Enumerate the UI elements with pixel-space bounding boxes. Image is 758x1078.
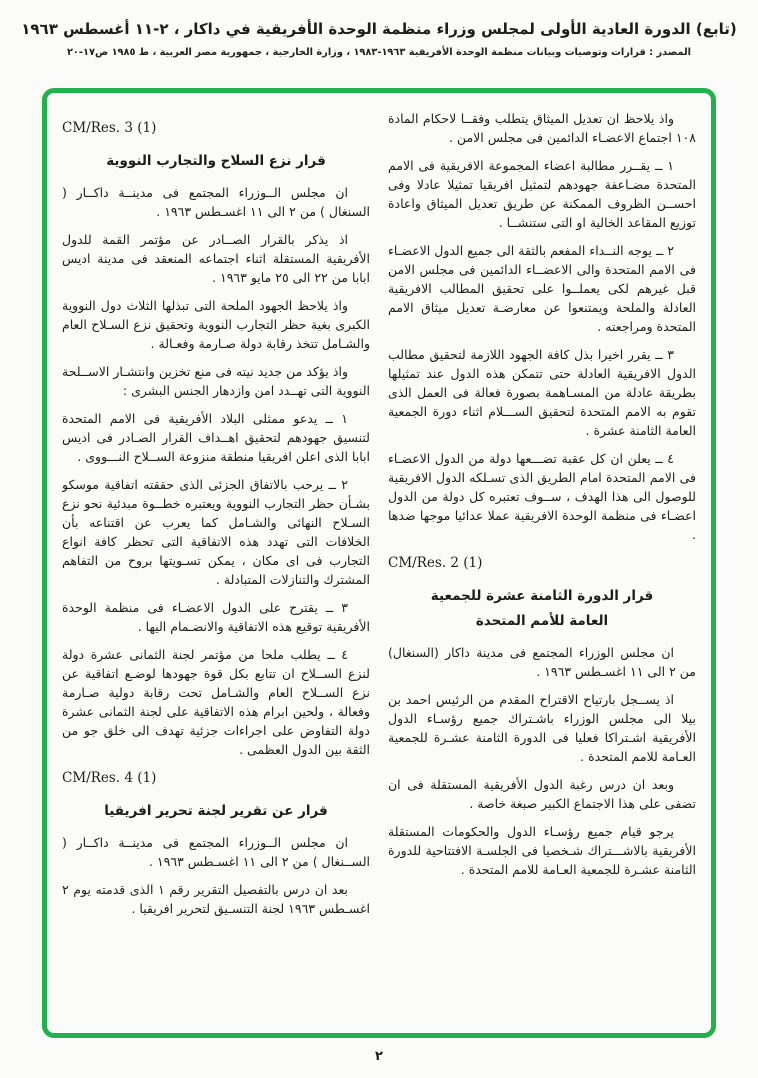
resolution-heading: قرار عن تقرير لجنة تحرير افريقيا [104,803,328,819]
resolution-code: CM/Res. 2 (1) [388,555,483,571]
body-paragraph: ٢ ــ يرحب بالاتفاق الجزئى الذى حققته اتفاقية موسكو بشـأن حظر التجارب النووية ويعتبره خطــوة مبدئية نحو نزع السـلاح النهائى والشـامل كما يعرب عن اقتناعه بأن الخلافات التى تهدد هذه الاتفاقية التى تحظر كافة انواع التجارب فى اى مكان ، يمكن تسـويتها بروح من التفاهم المشترك والتنازلات المتبادلة . [62,477,370,587]
resolution-code: CM/Res. 3 (1) [62,120,157,136]
body-paragraph: يرجو قيام جميع رؤسـاء الدول والحكومات المستقلة الأفريقية بالاشـــتراك شـخصيا فى الجلسـة الافتتاحية للدورة الثامنة عشـرة للجمعية العـامة للامم المتحدة . [388,824,696,877]
resolution-heading: قرار الدورة الثامنة عشرة للجمعية [430,588,654,604]
body-paragraph: اذ يذكر بالقرار الصــادر عن مؤتمر القمة للدول الأفريقية المستقلة اثناء اجتماعه المنعقد فى مدينة اديس ابابا من ٢٢ الى ٢٥ مايو ١٩٦٣ . [62,232,370,285]
green-content-frame [42,88,716,1038]
page-number: ٢ [375,1049,383,1064]
body-paragraph: ٤ ــ يطلب ملحا من مؤتمر لجنة الثمانى عشرة دولة لنزع الســلاح ان تتابع بكل قوة جهودها لوضـع اتفاقية عن نزع الســلاح العام والشـامل تحت رقابة دولية صـارمة وفعالة ، ولحين ابرام هذه الاتفاقية على لجنة الثمانى عشرة دولة التفاوض على اجراءات جزئية تهدف الى خلق جو من الثقة بين الدول العظمى . [62,647,370,757]
page-title: (تابع) الدورة العادية الأولى لمجلس وزراء منظمة الوحدة الأفريقية في داكار ، ٢-١١ أغسطس ١٩٦٣ [21,20,737,38]
body-paragraph: واذ يلاحظ الجهود الملحة التى تبذلها الثلاث دول النووية الكبرى بغية حظر التجارب النووية وتحقيق نزع السـلاح العام والشـامل تتخذ رقابة دولة صـارمة وفعـالة . [62,298,370,351]
resolution-heading: قرار نزع السلاح والتجارب النووية [106,153,326,169]
body-paragraph: ١ ــ يقــرر مطالبة اعضاء المجموعة الافريقية فى الامم المتحدة مضـاعفة جهودهم لتمثيل افريقيا تمثيلا عادلا وفى احســن الظروف الممكنة عن طريق تعديل الميثاق واعادة توزيع المقاعد الخالية او التى ستنشــا . [388,158,696,230]
body-paragraph: ان مجلس الــوزراء المجتمع فى مدينــة داكــار ( الســنغال ) من ٢ الى ١١ اغسـطس ١٩٦٣ . [62,835,370,869]
body-paragraph: بعد ان درس بالتفصيل التقرير رقم ١ الذى قدمته يوم ٢ اغسـطس ١٩٦٣ لجنة التنسـيق لتحرير افريقيا . [62,882,370,916]
body-paragraph: ٣ ــ يقرر اخيرا بذل كافة الجهود اللازمة لتحقيق مطالب الدول الافريقية العادلة حتى تتمكن هذه الدول عند تمثيلها بطريقة عادلة من المسـاهمة بصورة فعالة فى العمل الذى تقوم به الامم المتحدة لتحقيق الســـلام اثناء دورة الجمعية العامة الثامنة عشرة . [388,347,696,438]
body-paragraph: ٢ ــ يوجه النــداء المفعم بالثقة الى جميع الدول الاعضـاء فى الامم المتحدة والى الاعضــاء الدائمين فى مجلس الامن قبل غيرهم لكى يعملــوا على تحقيق المطالب الافريقية العادلة والملحة ويمتنعوا عن معارضـة تعديل ميثاق الامم المتحدة ومراجعته . [388,243,696,334]
body-paragraph: واذ يلاحظ ان تعديل الميثاق يتطلب وفقــا لاحكام المادة ١٠٨ اجتماع الاعضـاء الدائمين فى مجلس الامن . [388,111,696,145]
resolution-code: CM/Res. 4 (1) [62,770,157,786]
column-right [388,109,696,1023]
body-paragraph: واذ يؤكد من جديد نيته فى منع تخزين وانتشـار الاســلحة النووية التى تهــدد امن وازدهار الجنس البشرى : [62,364,370,398]
body-paragraph: ان مجلس الــوزراء المجتمع فى مدينــة داكــار ( السنغال ) من ٢ الى ١١ اغسـطس ١٩٦٣ . [62,185,370,219]
resolution-heading: العامة للأمم المتحدة [475,613,609,629]
document-header [0,0,758,58]
body-paragraph: ٤ ــ يعلن ان كل عقبة تضـــعها دولة من الدول الاعضـاء فى الامم المتحدة امام الطريق الذى تسـلكه الدول الافريقية للوصول الى هذا الهدف ، ســوف تعتبره كل دولة من الدول اعضـاء فى منظمة الوحدة الافريقية عملا عدائيا موجها ضدها . [388,451,696,542]
source-line: المصدر : قرارات وتوصيات وبيانات منظمة الوحدة الأفريقية ١٩٦٣-١٩٨٣ ، وزارة الخارجية ، جمهورية مصر العربية ، ط ١٩٨٥ ص١٧-٢٠ [66,47,692,58]
two-column-layout [62,109,696,1023]
body-paragraph: ١ ــ يدعو ممثلى البلاد الأفريقية فى الامم المتحدة لتنسيق جهودهم لتحقيق اهــداف القرار الصـادر فى اديس ابابا الذى اعلن افريقيا منطقة منزوعة الســلاح النـــووى . [62,411,370,464]
body-paragraph: ان مجلس الوزراء المجتمع فى مدينة داكار (السنغال) من ٢ الى ١١ اغسـطس ١٩٦٣ . [388,645,696,679]
body-paragraph: ٣ ــ يقترح على الدول الاعضـاء فى منظمة الوحدة الأفريقية توقيع هذه الاتفاقية والانضـمام اليها . [62,600,370,634]
body-paragraph: اذ يســجل بارتياح الاقتراح المقدم من الرئيس احمد بن بيلا الى مجلس الوزراء باشـتراك جميع رؤسـاء الدول الأفريقية اشـتراكا فعليا فى الدورة الثامنة عشـرة للجمعية العـامة للامم المتحدة . [388,692,696,764]
column-left [62,109,370,1023]
body-paragraph: وبعد ان درس رغبة الدول الأفريقية المستقلة فى ان تضفى على هذا الاجتماع الكبير صبغة خاصة . [388,777,696,811]
